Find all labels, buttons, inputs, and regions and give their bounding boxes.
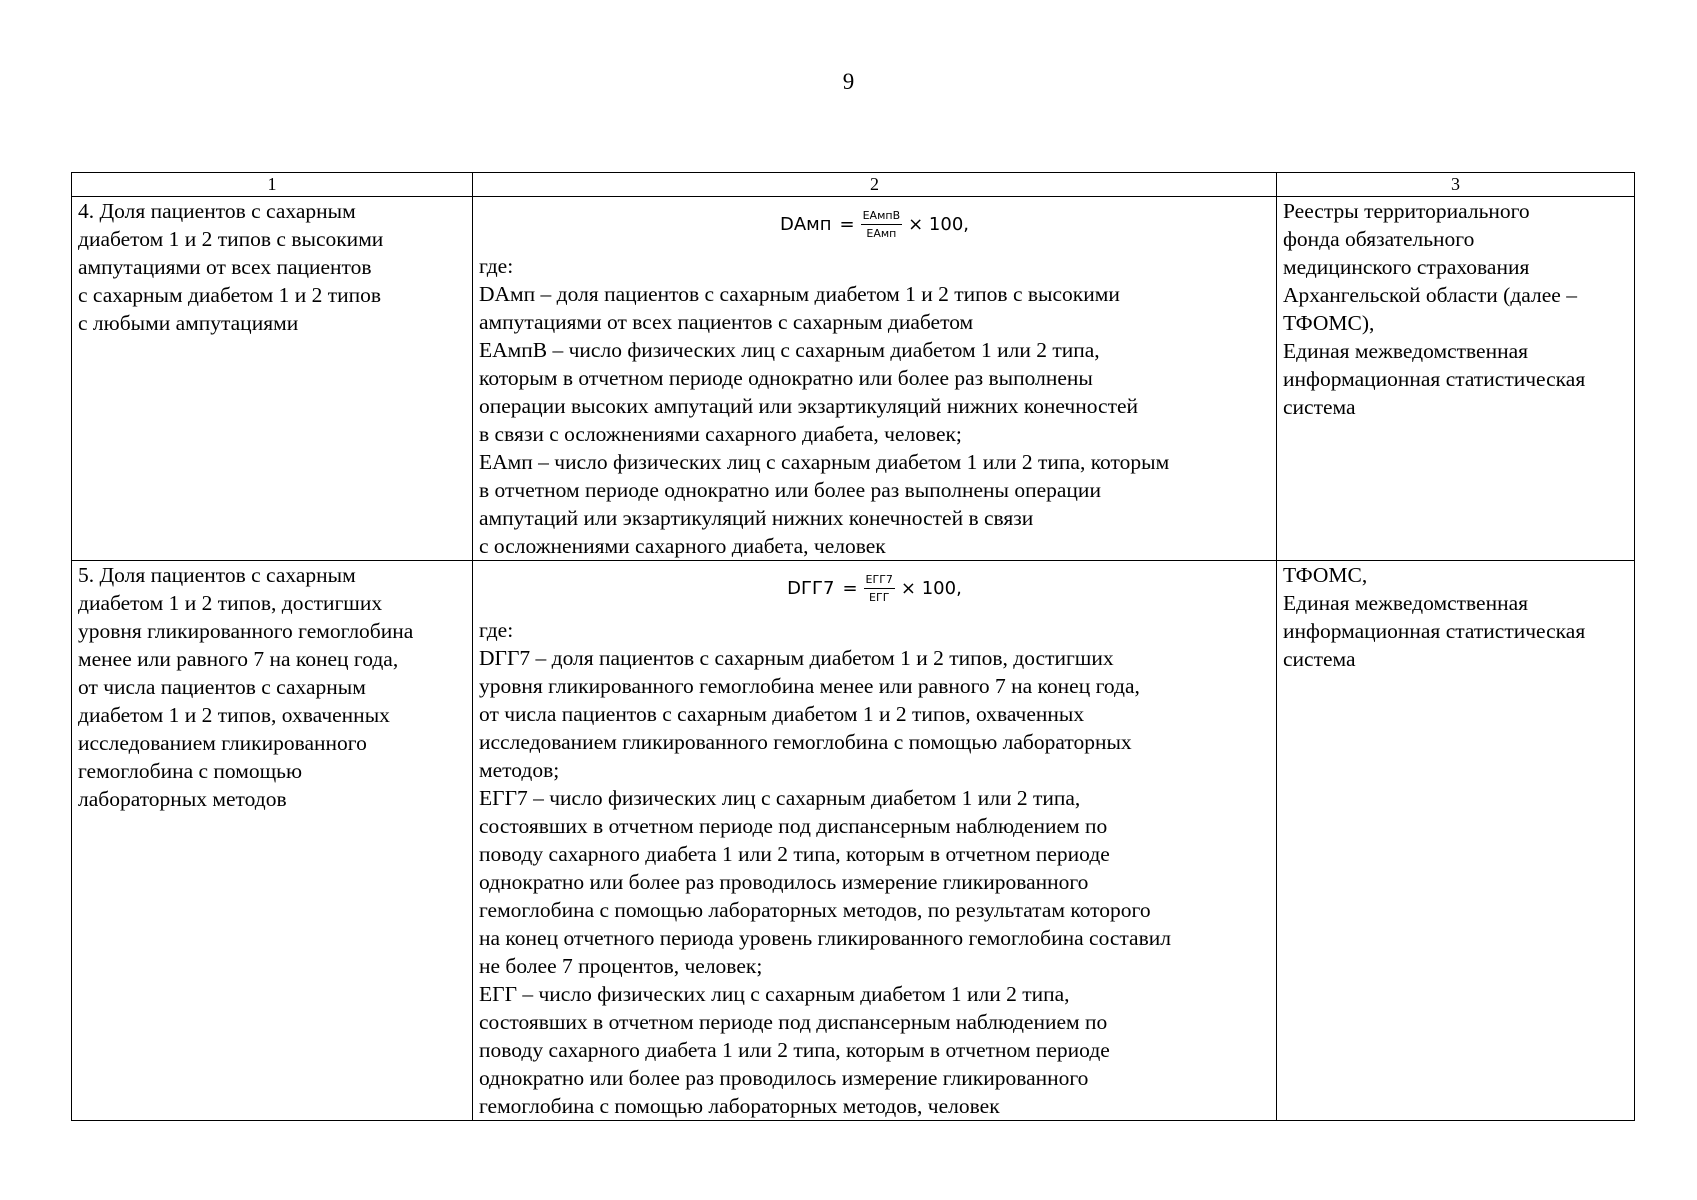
description-line: ЕГГ7 – число физических лиц с сахарным диабетом 1 или 2 типа, bbox=[479, 786, 1081, 810]
formula bbox=[479, 561, 1270, 616]
indicator-line: диабетом 1 и 2 типов, достигших bbox=[78, 591, 383, 615]
formula-tail: × 100, bbox=[900, 577, 962, 599]
source-line: ТФОМС), bbox=[1283, 311, 1375, 335]
indicator-line: исследованием гликированного bbox=[78, 731, 367, 755]
calculation-cell bbox=[473, 197, 1277, 561]
formula-lhs: DАмп bbox=[779, 213, 832, 235]
description-line: ЕГГ – число физических лиц с сахарным диабетом 1 или 2 типа, bbox=[479, 982, 1070, 1006]
source-line: система bbox=[1283, 647, 1356, 671]
column-header-2: 2 bbox=[473, 173, 1277, 197]
description-line: однократно или более раз проводилось измерение гликированного bbox=[479, 1066, 1089, 1090]
indicator-line: ампутациями от всех пациентов bbox=[78, 255, 372, 279]
column-header-3: 3 bbox=[1277, 173, 1635, 197]
description-line: которым в отчетном периоде однократно или более раз выполнены bbox=[479, 366, 1093, 390]
description-line: однократно или более раз проводилось измерение гликированного bbox=[479, 870, 1089, 894]
description-line: в отчетном периоде однократно или более раз выполнены операции bbox=[479, 478, 1101, 502]
source-line: фонда обязательного bbox=[1283, 227, 1475, 251]
description-line: где: bbox=[479, 618, 514, 642]
indicator-line: диабетом 1 и 2 типов, охваченных bbox=[78, 703, 390, 727]
source-line: система bbox=[1283, 395, 1356, 419]
formula-denominator: ЕАмп bbox=[866, 227, 897, 240]
formula-numerator: ЕАмпВ bbox=[861, 209, 903, 225]
formula-fraction bbox=[861, 209, 903, 240]
description-line: уровня гликированного гемоглобина менее или равного 7 на конец года, bbox=[479, 674, 1140, 698]
description-line: ЕАмп – число физических лиц с сахарным диабетом 1 или 2 типа, которым bbox=[479, 450, 1170, 474]
formula-equals: = bbox=[842, 577, 858, 599]
description-line: DАмп – доля пациентов с сахарным диабетом 1 и 2 типов с высокими bbox=[479, 282, 1120, 306]
description-line: ампутаций или экзартикуляций нижних конечностей в связи bbox=[479, 506, 1034, 530]
description-line: с осложнениями сахарного диабета, человек bbox=[479, 534, 886, 558]
indicator-line: с сахарным диабетом 1 и 2 типов bbox=[78, 283, 382, 307]
description-line: гемоглобина с помощью лабораторных методов, по результатам которого bbox=[479, 898, 1151, 922]
page-number: 9 bbox=[842, 69, 855, 94]
description-line: ампутациями от всех пациентов с сахарным диабетом bbox=[479, 310, 974, 334]
description-line: исследованием гликированного гемоглобина с помощью лабораторных bbox=[479, 730, 1132, 754]
source-line: Реестры территориального bbox=[1283, 199, 1530, 223]
description-line: на конец отчетного периода уровень гликированного гемоглобина составил bbox=[479, 926, 1171, 950]
source-line: Архангельской области (далее – bbox=[1283, 283, 1577, 307]
description-line: состоявших в отчетном периоде под диспансерным наблюдением по bbox=[479, 1010, 1108, 1034]
source-line: информационная статистическая bbox=[1283, 619, 1586, 643]
description-line: гемоглобина с помощью лабораторных методов, человек bbox=[479, 1094, 1000, 1118]
indicator-line: с любыми ампутациями bbox=[78, 311, 299, 335]
indicator-line: диабетом 1 и 2 типов с высокими bbox=[78, 227, 384, 251]
formula-numerator: ЕГГ7 bbox=[864, 573, 895, 589]
formula-denominator: ЕГГ bbox=[869, 591, 890, 604]
description-line: где: bbox=[479, 254, 514, 278]
description-line: поводу сахарного диабета 1 или 2 типа, которым в отчетном периоде bbox=[479, 842, 1110, 866]
description-line: в связи с осложнениями сахарного диабета, человек; bbox=[479, 422, 962, 446]
description-line: методов; bbox=[479, 758, 560, 782]
formula-equals: = bbox=[839, 213, 855, 235]
source-line: информационная статистическая bbox=[1283, 367, 1586, 391]
description-line: не более 7 процентов, человек; bbox=[479, 954, 763, 978]
indicator-cell bbox=[72, 197, 473, 561]
table-header-row bbox=[72, 173, 1635, 197]
indicators-table bbox=[71, 172, 1635, 1121]
indicator-line: от числа пациентов с сахарным bbox=[78, 675, 366, 699]
description-line: поводу сахарного диабета 1 или 2 типа, которым в отчетном периоде bbox=[479, 1038, 1110, 1062]
formula-tail: × 100, bbox=[908, 213, 970, 235]
table-row bbox=[72, 561, 1635, 1121]
table-row bbox=[72, 197, 1635, 561]
indicator-line: 5. Доля пациентов с сахарным bbox=[78, 563, 356, 587]
column-header-1: 1 bbox=[72, 173, 473, 197]
source-line: Единая межведомственная bbox=[1283, 339, 1529, 363]
description-line: от числа пациентов с сахарным диабетом 1 и 2 типов, охваченных bbox=[479, 702, 1085, 726]
source-line: медицинского страхования bbox=[1283, 255, 1530, 279]
indicator-cell bbox=[72, 561, 473, 1121]
source-cell bbox=[1277, 561, 1635, 1121]
formula bbox=[479, 197, 1270, 252]
calculation-cell bbox=[473, 561, 1277, 1121]
indicator-line: гемоглобина с помощью bbox=[78, 759, 303, 783]
source-line: Единая межведомственная bbox=[1283, 591, 1529, 615]
description-line: ЕАмпВ – число физических лиц с сахарным диабетом 1 или 2 типа, bbox=[479, 338, 1100, 362]
source-line: ТФОМС, bbox=[1283, 563, 1368, 587]
formula-fraction bbox=[864, 573, 895, 604]
description-line: операции высоких ампутаций или экзартикуляций нижних конечностей bbox=[479, 394, 1139, 418]
indicator-line: 4. Доля пациентов с сахарным bbox=[78, 199, 356, 223]
indicator-line: уровня гликированного гемоглобина bbox=[78, 619, 414, 643]
description-line: состоявших в отчетном периоде под диспансерным наблюдением по bbox=[479, 814, 1108, 838]
formula-lhs: DГГ7 bbox=[787, 577, 835, 599]
indicator-line: лабораторных методов bbox=[78, 787, 287, 811]
indicator-line: менее или равного 7 на конец года, bbox=[78, 647, 399, 671]
source-cell bbox=[1277, 197, 1635, 561]
description-line: DГГ7 – доля пациентов с сахарным диабетом 1 и 2 типов, достигших bbox=[479, 646, 1114, 670]
